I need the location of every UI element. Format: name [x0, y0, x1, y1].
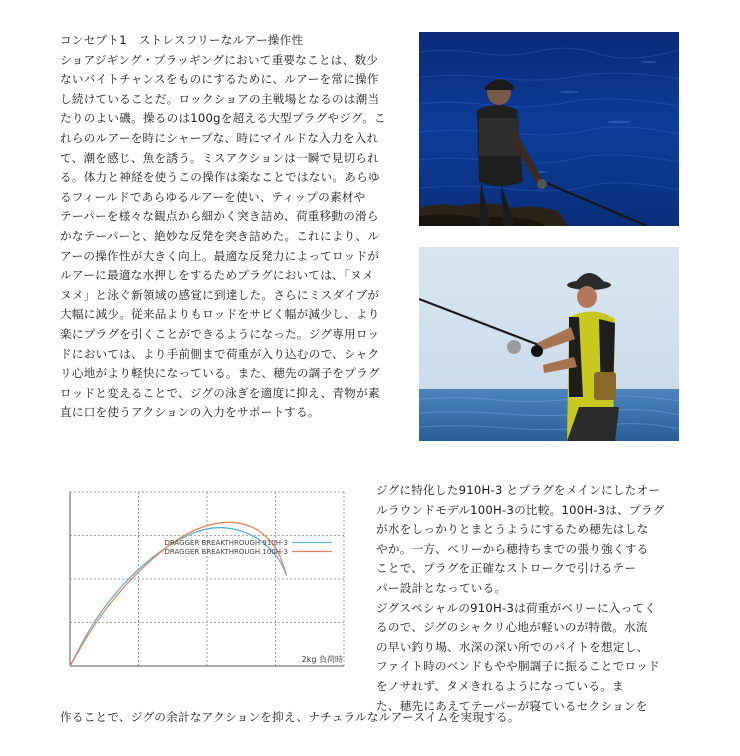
comparison-text-block: [376, 481, 706, 716]
concept-line: ドにおいては、より手前側まで荷重が入り込むので、シャク: [60, 346, 380, 361]
concept-line: テーパーを様々な観点から細かく突き詰め、荷重移動の滑ら: [60, 209, 379, 224]
comparison-line: をノサれず、タメきれるようになっている。ま: [376, 678, 624, 693]
comparison-line: の早い釣り場、水深の深い所でのバイトを想定し、: [376, 639, 649, 654]
legend-label: DRAGGER BREAKTHROUGH 910H-3: [164, 539, 288, 547]
comparison-line: ことで、プラグを正確なストロークで引けるテー: [376, 561, 637, 576]
concept-line: リ心地がより軽快になっている。また、穂先の調子をプラグ: [60, 366, 380, 381]
concept-line: ショアジギング・プラッギングにおいて重要なことは、数少: [60, 52, 379, 67]
chart-svg: [66, 486, 372, 672]
concept-line: ロッドと変えることで、ジグの泳ぎを適度に抑え、青物が素: [60, 385, 380, 400]
angler-yellow-shirt-photo: [419, 247, 679, 441]
legend-label: DRAGGER BREAKTHROUGH 100H-3: [164, 548, 288, 556]
concept-line: 楽にプラグを引くことができるようになった。ジグ専用ロッ: [60, 326, 380, 341]
comparison-line: が水をしっかりとまとうようにするため穂先はしな: [376, 522, 649, 537]
angler-shore-photo: [419, 32, 679, 226]
comparison-line: やか。一方、ベリーから穂持ちまでの張り強くする: [376, 541, 649, 556]
comparison-last-line: 作ることで、ジグの余計なアクションを抑え、ナチュラルなルアースイムを実現する。: [60, 710, 520, 724]
comparison-line: ジグに特化した910H-3 とプラグをメインにしたオー: [376, 483, 661, 497]
chart-grid: [70, 492, 344, 666]
concept-line: る。体力と神経を使うこの操作は楽なことではない。あらゆ: [60, 170, 380, 185]
comparison-line: ルラウンドモデル100H-3の比較。100H-3は、プラグ: [376, 502, 665, 517]
rod-bend-comparison-chart: [66, 486, 372, 672]
concept-line: ルアーに最適な水押しをするためプラグにおいては、「ヌメ: [60, 268, 374, 283]
concept-line: て、潮を感じ、魚を誘う。ミスアクションは一瞬で見切られ: [60, 150, 379, 165]
comparison-line: ファイト時のベンドもやや胴調子に振ることでロッド: [376, 659, 660, 674]
concept-line: ヌメ」と泳ぐ新領域の感覚に到達した。さらにミスダイブが: [60, 287, 380, 302]
concept-line: るフィールドであらゆるルアーを使い、ティップの素材や: [60, 189, 366, 204]
comparison-line: た、穂先にあえてテーパーが寝ているセクションを: [376, 698, 648, 713]
comparison-line: るので、ジグのシャクリ心地が軽いのが特徴。水流: [376, 620, 648, 635]
concept-line: 直に口を使うアクションの入力をサポートする。: [60, 405, 320, 420]
concept-line: 大幅に減少。従来品よりもロッドをサビく幅が減少し、より: [60, 307, 380, 322]
concept-line: れらのルアーを時にシャープな、時にマイルドな入力を入れ: [60, 130, 379, 145]
concept-line: ないバイトチャンスをものにするために、ルアーを常に操作: [60, 72, 379, 87]
comparison-line: ジグスペシャルの910H-3は荷重がベリーに入ってく: [376, 600, 657, 615]
chart-legend: [165, 539, 332, 556]
concept-text-block: [60, 31, 405, 423]
concept-line: し続けていることだ。ロックショアの主戦場となるのは潮当: [60, 91, 380, 106]
concept-line: たりのよい磯。操るのは100gを超える大型プラグやジグ。こ: [60, 111, 386, 126]
concept-line: アーの操作性が大きく向上。最適な反発力によってロッドが: [60, 248, 380, 263]
concept-heading: コンセプト1 ストレスフリーなルアー操作性: [60, 33, 304, 47]
chart-x-label: 2kg 負荷時: [301, 655, 343, 664]
concept-line: かなテーパーと、絶妙な反発を突き詰めた。これにより、ル: [60, 228, 380, 243]
comparison-line: パー設計となっている。: [376, 580, 507, 595]
